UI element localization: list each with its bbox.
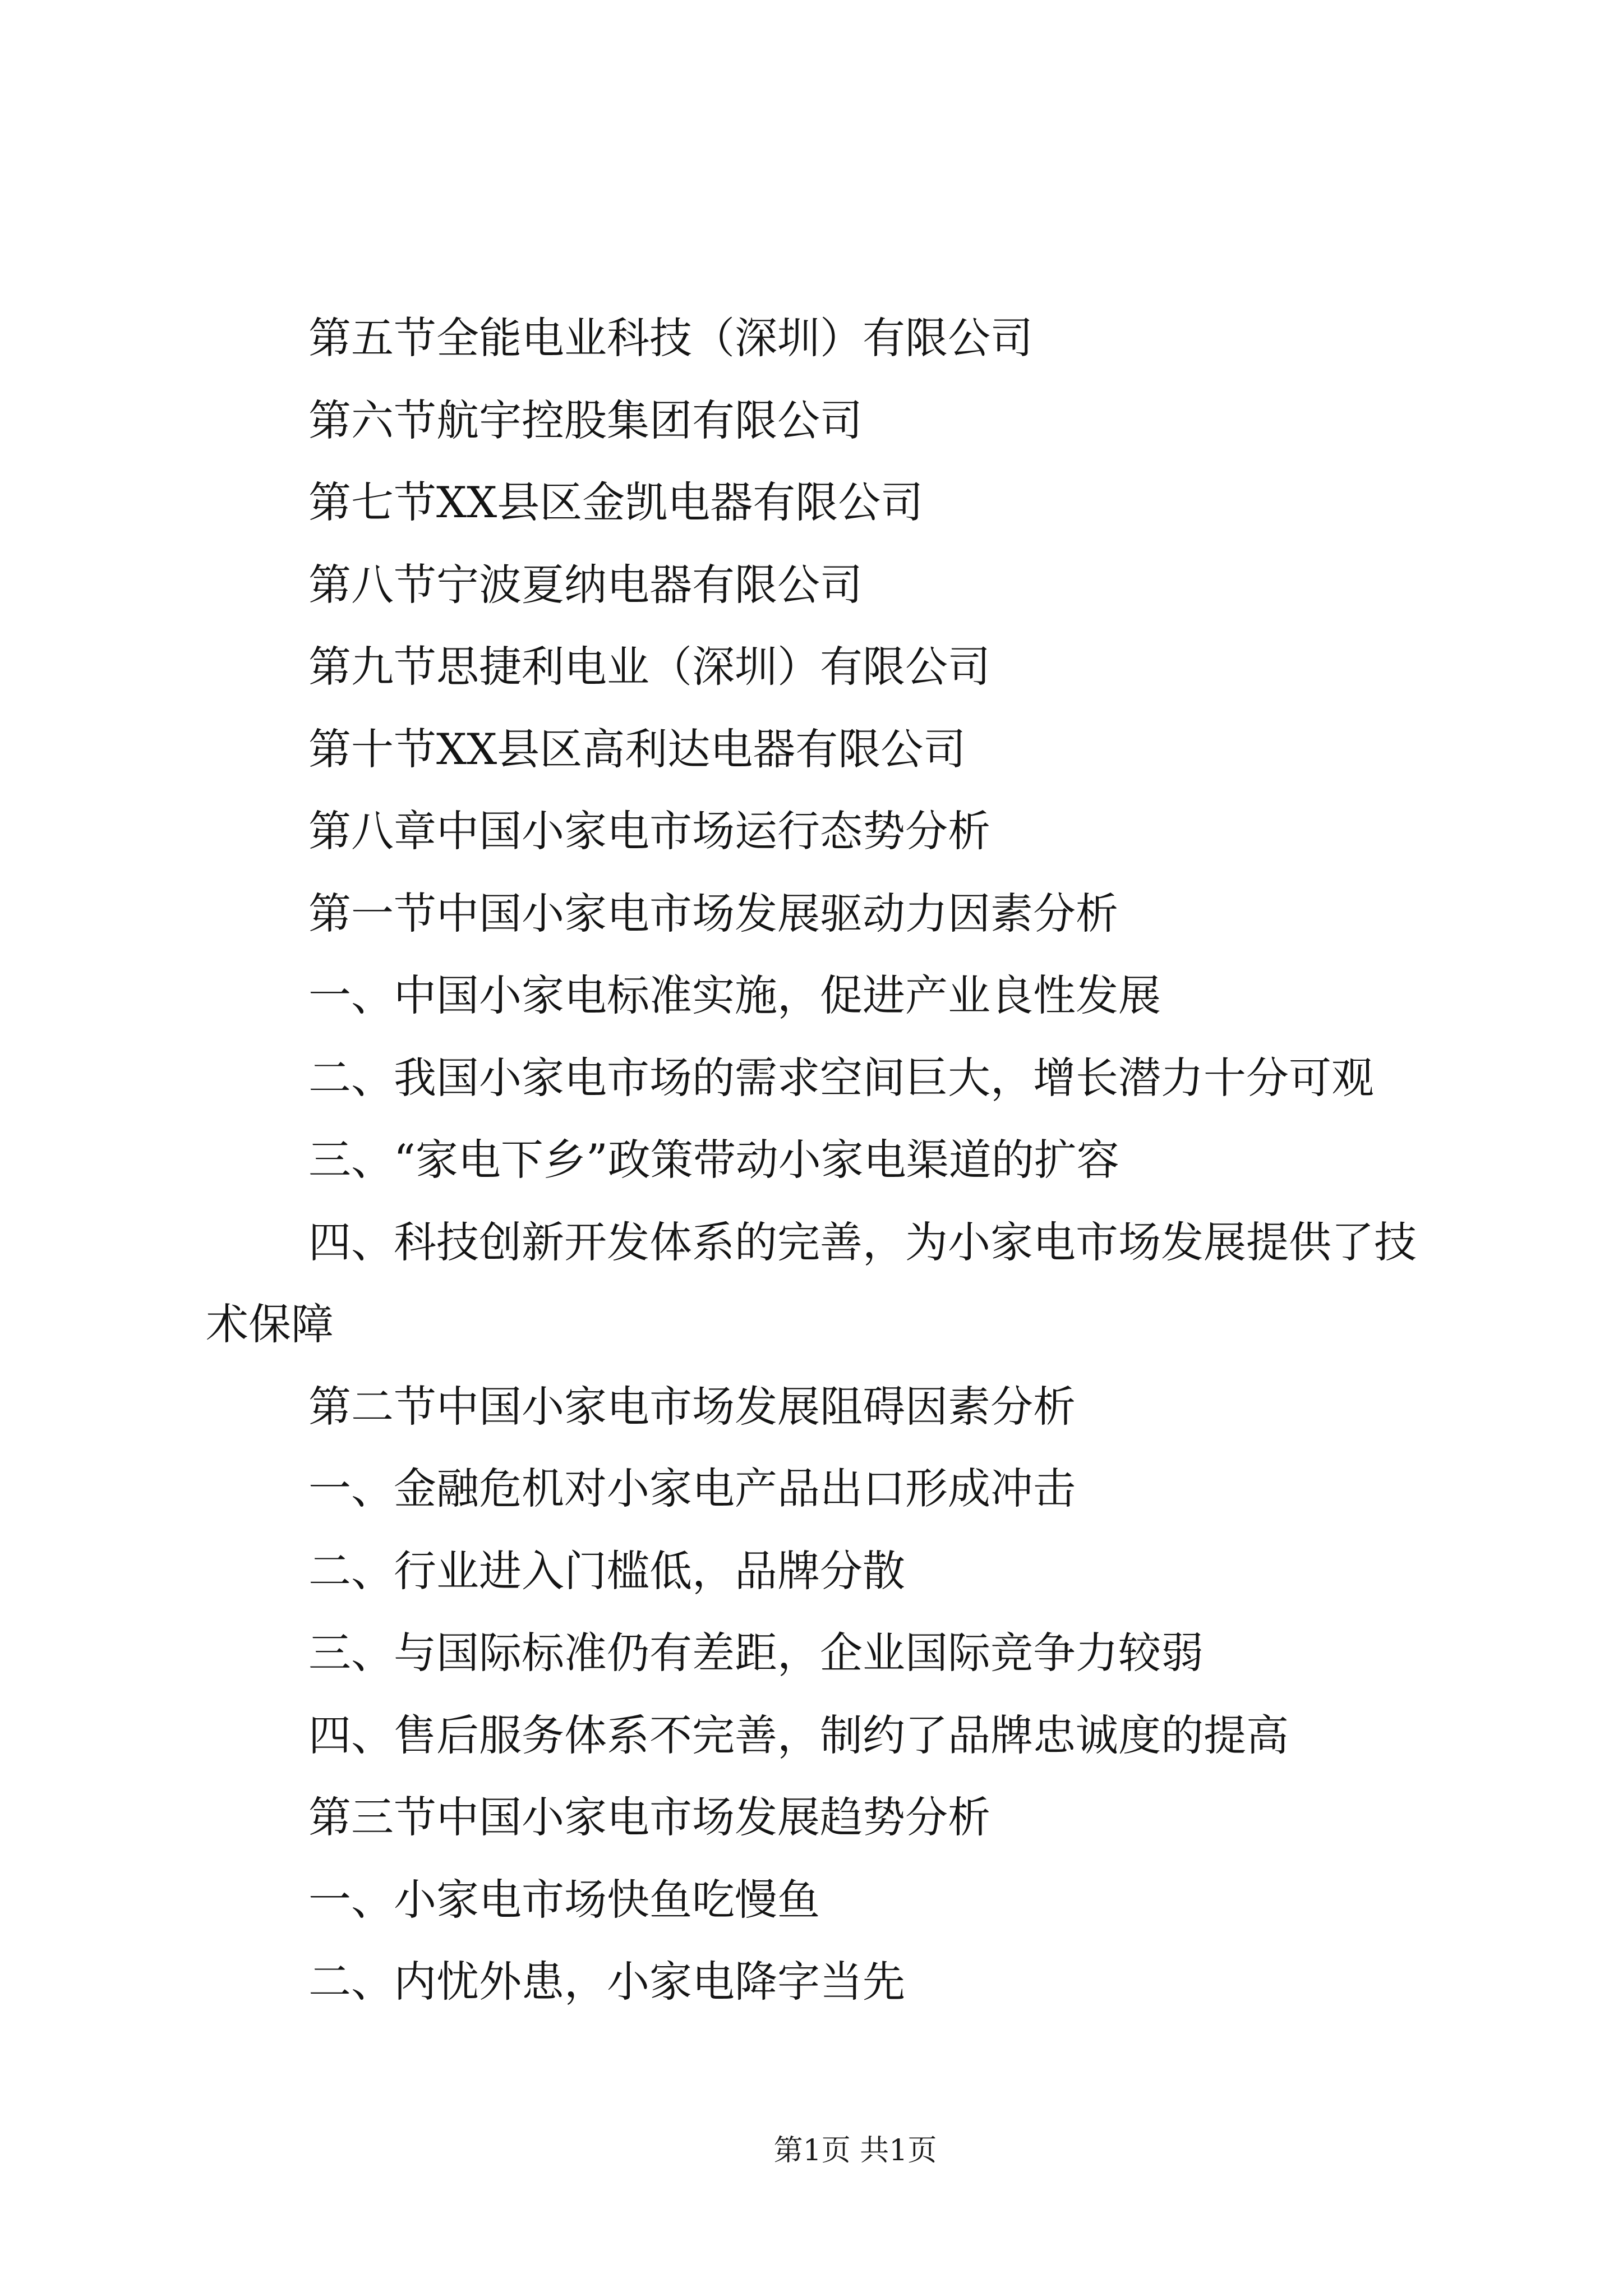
section-heading: 第一节中国小家电市场发展驱动力因素分析 — [308, 888, 1118, 938]
list-item-continuation: 术保障 — [206, 1299, 334, 1349]
section-heading: 第二节中国小家电市场发展阻碍因素分析 — [308, 1381, 1076, 1432]
section-heading: 第三节中国小家电市场发展趋势分析 — [308, 1792, 990, 1842]
list-item: 二、内忧外患，小家电降字当先 — [308, 1957, 905, 2007]
section-heading: 第九节思捷利电业（深圳）有限公司 — [308, 642, 990, 692]
list-item: 二、我国小家电市场的需求空间巨大，增长潜力十分可观 — [308, 1052, 1374, 1103]
document-body — [206, 297, 1496, 2023]
list-item: 四、科技创新开发体系的完善，为小家电市场发展提供了技 — [308, 1217, 1417, 1267]
list-item: 二、行业进入门槛低，品牌分散 — [308, 1545, 905, 1596]
section-heading: 第五节全能电业科技（深圳）有限公司 — [308, 313, 1033, 363]
chapter-heading: 第八章中国小家电市场运行态势分析 — [308, 806, 990, 856]
list-item: 一、小家电市场快鱼吃慢鱼 — [308, 1874, 820, 1925]
list-item: 三、“家电下乡”政策带动小家电渠道的扩容 — [308, 1135, 1119, 1185]
section-heading: 第六节航宇控股集团有限公司 — [308, 395, 863, 445]
list-item: 一、金融危机对小家电产品出口形成冲击 — [308, 1464, 1076, 1513]
section-heading: 第七节XX县区金凯电器有限公司 — [308, 477, 924, 527]
section-heading: 第十节XX县区高利达电器有限公司 — [308, 724, 966, 774]
list-item: 三、与国际标准仍有差距，企业国际竞争力较弱 — [308, 1628, 1204, 1678]
page-number-footer: 第1页 共1页 — [773, 2134, 937, 2168]
section-heading: 第八节宁波夏纳电器有限公司 — [308, 559, 863, 610]
list-item: 四、售后服务体系不完善，制约了品牌忠诚度的提高 — [308, 1710, 1289, 1760]
list-item: 一、中国小家电标准实施，促进产业良性发展 — [308, 970, 1161, 1020]
